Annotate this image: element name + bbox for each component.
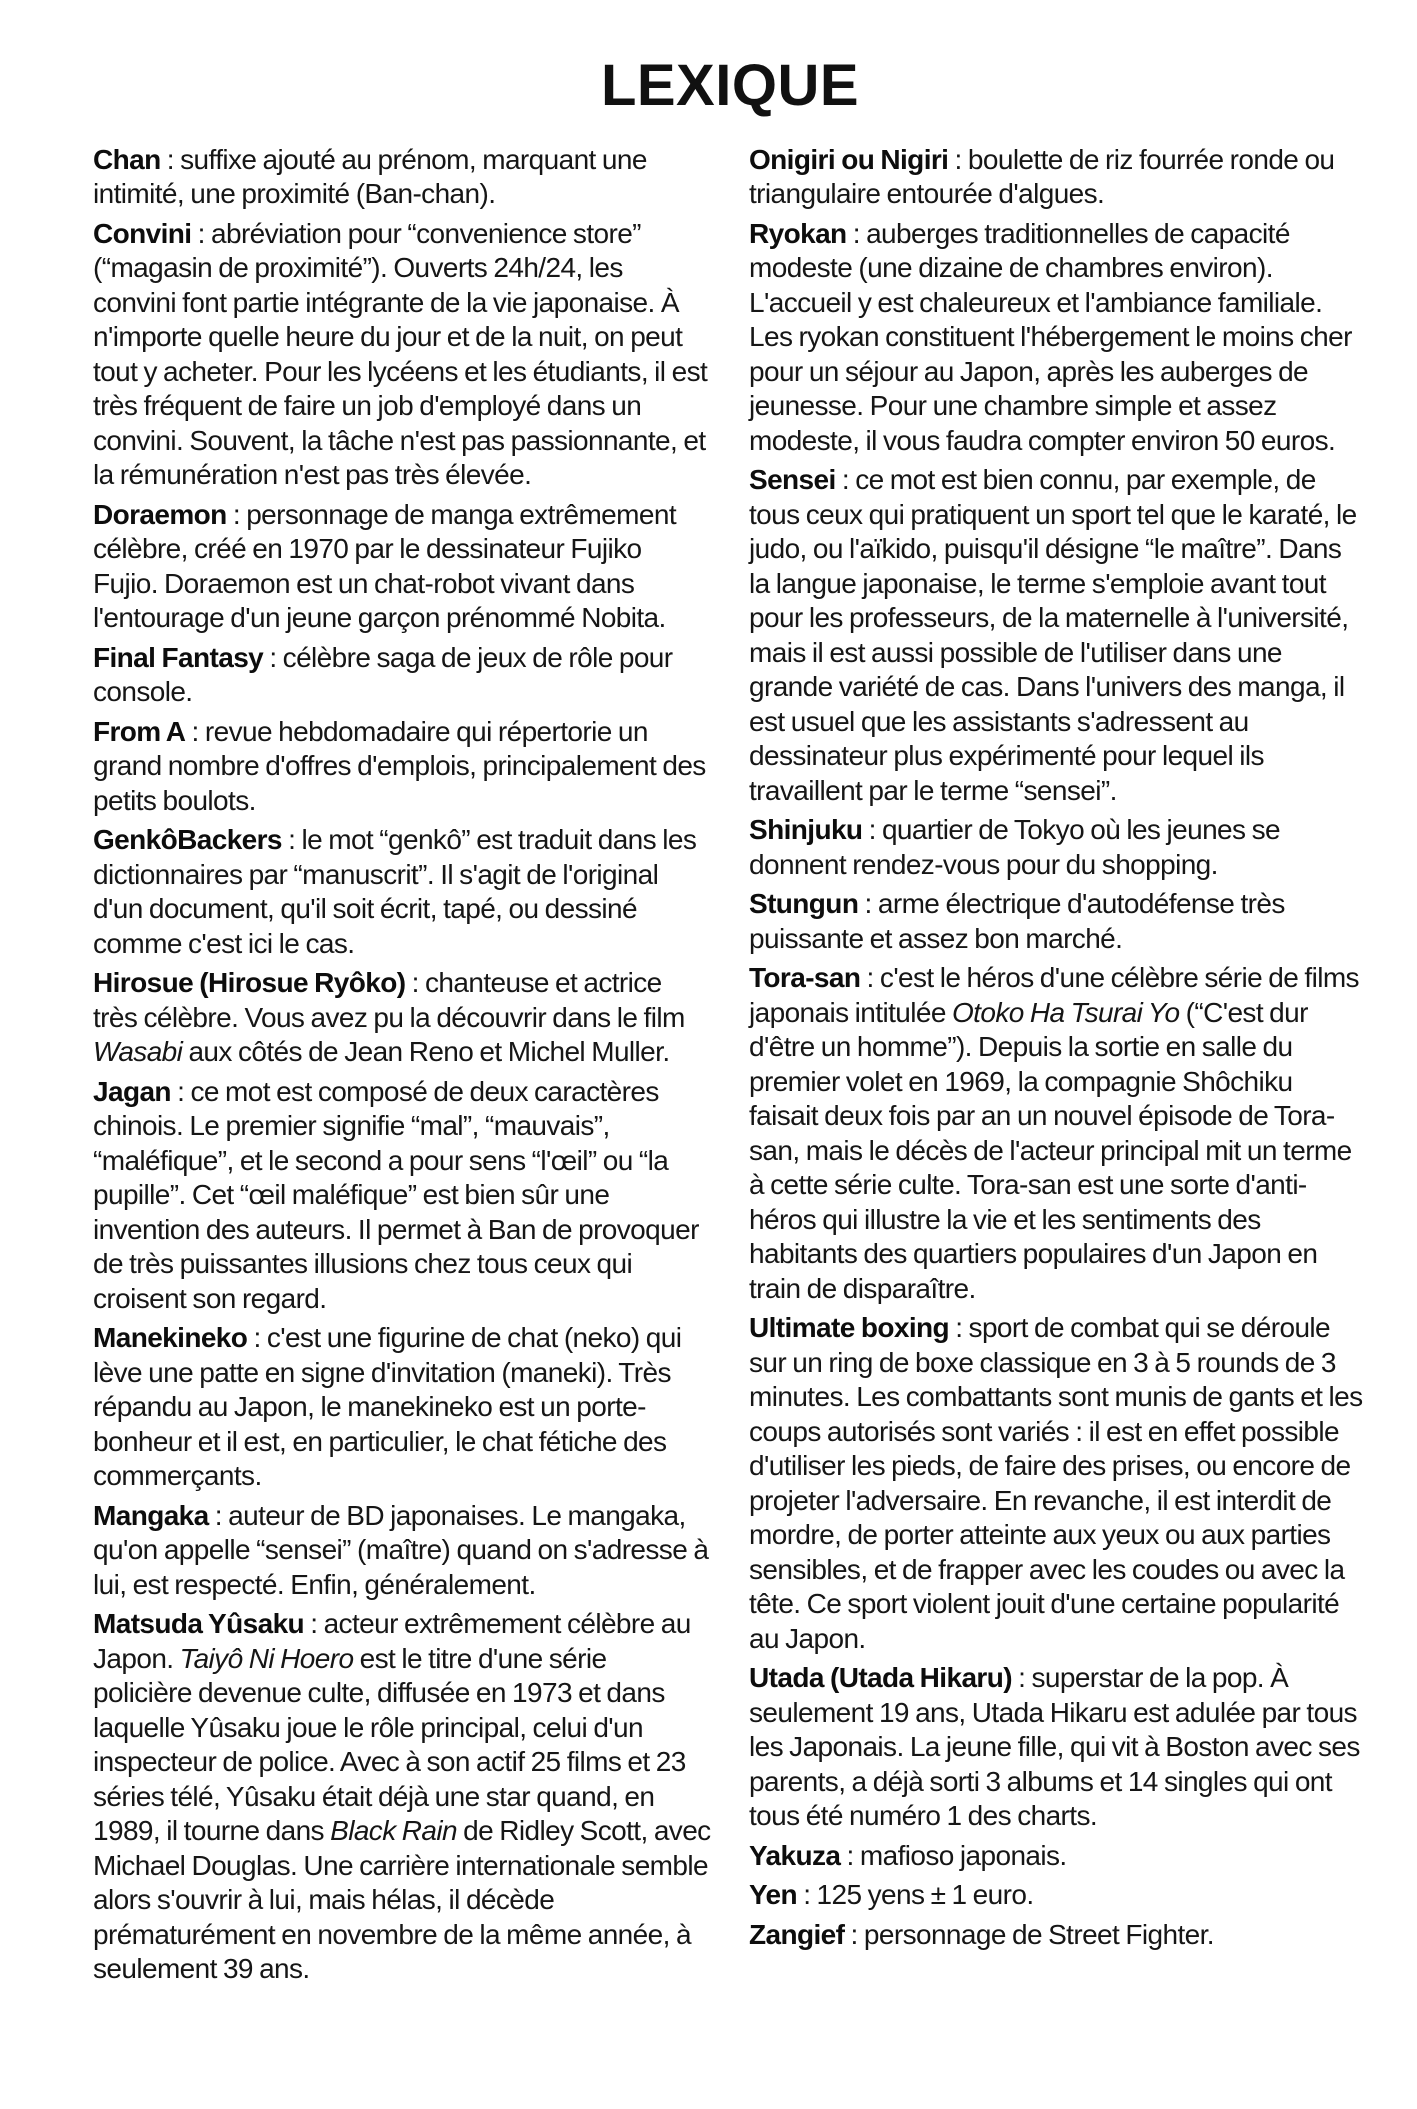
definition-segment: : boulette de riz fourrée ronde ou triangulaire entourée d'algues. <box>749 143 1335 210</box>
entry-term: Chan <box>93 143 161 175</box>
lexicon-entry-left-7 <box>93 1075 711 1317</box>
definition-segment: : revue hebdomadaire qui répertorie un grand nombre d'offres d'emplois, principalement des petits boulots. <box>93 715 706 816</box>
lexicon-entry-right-9 <box>749 1878 1367 1913</box>
entry-term: Yen <box>749 1879 798 1911</box>
definition-segment: : auberges traditionnelles de capacité modeste (une dizaine de chambres environ). L'accueil y est chaleureux et l'ambiance familiale. Les ryokan constituent l'hébergement le moins cher pour un séjour au Japon, après les auberges de jeunesse. Pour une chambre simple et assez modeste, il vous faudra compter environ 50 euros. <box>749 217 1352 456</box>
lexicon-entry-right-8 <box>749 1839 1367 1874</box>
lexicon-entry-right-0 <box>749 143 1367 212</box>
definition-segment: : célèbre saga de jeux de rôle pour console. <box>93 641 673 708</box>
entry-term: From A <box>93 715 186 747</box>
lexicon-entry-right-6 <box>749 1311 1367 1656</box>
lexicon-entry-left-9 <box>93 1499 711 1603</box>
entry-term: Shinjuku <box>749 814 863 846</box>
entry-term: Matsuda Yûsaku <box>93 1608 305 1640</box>
definition-segment: (“C'est dur d'être un homme”). Depuis la sortie en salle du premier volet en 1969, la compagnie Shôchiku faisait deux fois par an un nouvel épisode de Tora-san, mais le décès de l'acteur principal mit un terme à cette série culte. Tora-san est une sorte d'anti-héros qui illustre la vie et les sentiments des habitants des quartiers populaires d'un Japon en train de disparaître. <box>749 996 1352 1304</box>
definition-italic-segment: Wasabi <box>93 1036 183 1068</box>
definition-segment: : personnage de Street Fighter. <box>844 1918 1214 1950</box>
definition-segment: : superstar de la pop. À seulement 19 ans, Utada Hikaru est adulée par tous les Japonais. La jeune fille, qui vit à Boston avec ses parents, a déjà sorti 3 albums et 14 singles qui ont tous été numéro 1 des charts. <box>749 1662 1360 1832</box>
lexicon-entry-left-5 <box>93 823 711 961</box>
lexicon-entry-right-3 <box>749 813 1367 882</box>
lexicon-columns <box>93 143 1367 1992</box>
definition-segment: : abréviation pour “convenience store” (“magasin de proximité”). Ouverts 24h/24, les convini font partie intégrante de la vie japonaise. À n'importe quelle heure du jour et de la nuit, on peut tout y acheter. Pour les lycéens et les étudiants, il est très fréquent de faire un job d'employé dans un convini. Souvent, la tâche n'est pas passionnante, et la rémunération n'est pas très élevée. <box>93 217 708 491</box>
lexicon-entry-left-6 <box>93 966 711 1070</box>
entry-term: Stungun <box>749 888 859 920</box>
lexicon-entry-left-0 <box>93 143 711 212</box>
entry-term: Mangaka <box>93 1499 209 1531</box>
entry-term: Yakuza <box>749 1839 841 1871</box>
entry-term: Final Fantasy <box>93 641 264 673</box>
definition-segment: : 125 yens ± 1 euro. <box>797 1879 1034 1911</box>
entry-term: Convini <box>93 217 192 249</box>
definition-segment: : personnage de manga extrêmement célèbre, créé en 1970 par le dessinateur Fujiko Fujio. Doraemon est un chat-robot vivant dans l'entourage d'un jeune garçon prénommé Nobita. <box>93 498 677 634</box>
entry-term: Tora-san <box>749 962 861 994</box>
lexicon-entry-right-7 <box>749 1661 1367 1834</box>
entry-term: Utada (Utada Hikaru) <box>749 1662 1012 1694</box>
definition-italic-segment: Black Rain <box>330 1815 457 1847</box>
definition-segment: : ce mot est bien connu, par exemple, de tous ceux qui pratiquent un sport tel que le karaté, le judo, ou l'aïkido, puisqu'il désigne “le maître”. Dans la langue japonaise, le terme s'emploie avant tout pour les professeurs, de la maternelle à l'université, mais il est aussi possible de l'utiliser dans une grande variété de cas. Dans l'univers des manga, il est usuel que les assistants s'adressent au dessinateur plus expérimenté pour lequel ils travaillent par le terme “sensei”. <box>749 464 1357 806</box>
left-column <box>93 143 711 1992</box>
entry-term: Ryokan <box>749 217 847 249</box>
definition-segment: : auteur de BD japonaises. Le mangaka, qu'on appelle “sensei” (maître) quand on s'adresse à lui, est respecté. Enfin, généralement. <box>93 1499 709 1600</box>
definition-segment: : acteur extrêmement célèbre au Japon. <box>93 1608 691 1674</box>
entry-term: Zangief <box>749 1918 845 1950</box>
lexicon-entry-right-10 <box>749 1918 1367 1953</box>
entry-term: Jagan <box>93 1075 171 1107</box>
entry-term: GenkôBackers <box>93 824 282 856</box>
definition-segment: : arme électrique d'autodéfense très puissante et assez bon marché. <box>749 888 1285 954</box>
lexicon-entry-left-1 <box>93 217 711 493</box>
lexicon-entry-left-3 <box>93 641 711 710</box>
lexicon-entry-right-2 <box>749 463 1367 808</box>
definition-segment: est le titre d'une série policière devenue culte, diffusée en 1973 et dans laquelle Yûsaku joue le rôle principal, celui d'un inspecteur de police. Avec à son actif 25 films et 23 séries télé, Yûsaku était déjà une star quand, en 1989, il tourne dans <box>93 1642 686 1847</box>
lexicon-entry-left-10 <box>93 1607 711 1987</box>
definition-segment: : sport de combat qui se déroule sur un ring de boxe classique en 3 à 5 rounds de 3 minutes. Les combattants sont munis de gants et les coups autorisés sont variés : il est en effet possible d'utiliser les pieds, de faire des prises, ou encore de projeter l'adversaire. En revanche, il est interdit de mordre, de porter atteinte aux yeux ou aux parties sensibles, et de frapper avec les coudes ou avec la tête. Ce sport violent jouit d'une certaine popularité au Japon. <box>749 1312 1363 1654</box>
definition-segment: aux côtés de Jean Reno et Michel Muller. <box>182 1036 670 1068</box>
definition-italic-segment: Otoko Ha Tsurai Yo <box>951 996 1180 1028</box>
entry-term: Onigiri ou Nigiri <box>749 143 949 175</box>
definition-segment: : le mot “genkô” est traduit dans les dictionnaires par “manuscrit”. Il s'agit de l'original d'un document, qu'il soit écrit, tapé, ou dessiné comme c'est ici le cas. <box>93 824 697 959</box>
right-column <box>749 143 1367 1958</box>
lexicon-entry-left-8 <box>93 1321 711 1494</box>
definition-segment: : quartier de Tokyo où les jeunes se donnent rendez-vous pour du shopping. <box>749 814 1280 880</box>
entry-term: Manekineko <box>93 1322 248 1354</box>
definition-segment: : c'est le héros d'une célèbre série de films japonais intitulée <box>749 962 1359 1028</box>
definition-segment: de Ridley Scott, avec Michael Douglas. Une carrière internationale semble alors s'ouvrir à lui, mais hélas, il décède prématurément en novembre de la même année, à seulement 39 ans. <box>93 1815 711 1985</box>
lexicon-entry-right-4 <box>749 887 1367 956</box>
definition-segment: : c'est une figurine de chat (neko) qui lève une patte en signe d'invitation (maneki). Très répandu au Japon, le manekineko est un porte-bonheur et il est, en particulier, le chat fétiche des commerçants. <box>93 1322 682 1492</box>
definition-segment: : mafioso japonais. <box>840 1839 1067 1871</box>
page-title: LEXIQUE <box>600 53 860 118</box>
definition-italic-segment: Taiyô Ni Hoero <box>179 1642 354 1674</box>
lexicon-entry-left-4 <box>93 715 711 819</box>
lexicon-entry-right-5 <box>749 961 1367 1306</box>
definition-segment: : suffixe ajouté au prénom, marquant une intimité, une proximité (Ban-chan). <box>93 143 647 210</box>
entry-term: Ultimate boxing <box>749 1312 950 1344</box>
definition-segment: : chanteuse et actrice très célèbre. Vous avez pu la découvrir dans le film <box>93 967 685 1033</box>
lexicon-entry-left-2 <box>93 498 711 636</box>
entry-term: Doraemon <box>93 498 227 530</box>
entry-term: Sensei <box>749 464 836 496</box>
definition-segment: : ce mot est composé de deux caractères chinois. Le premier signifie “mal”, “mauvais”, “maléfique”, et le second a pour sens “l'œil” ou “la pupille”. Cet “œil maléfique” est bien sûr une invention des auteurs. Il permet à Ban de provoquer de très puissantes illusions chez tous ceux qui croisent son regard. <box>93 1075 699 1314</box>
lexicon-entry-right-1 <box>749 217 1367 459</box>
entry-term: Hirosue (Hirosue Ryôko) <box>93 967 406 999</box>
